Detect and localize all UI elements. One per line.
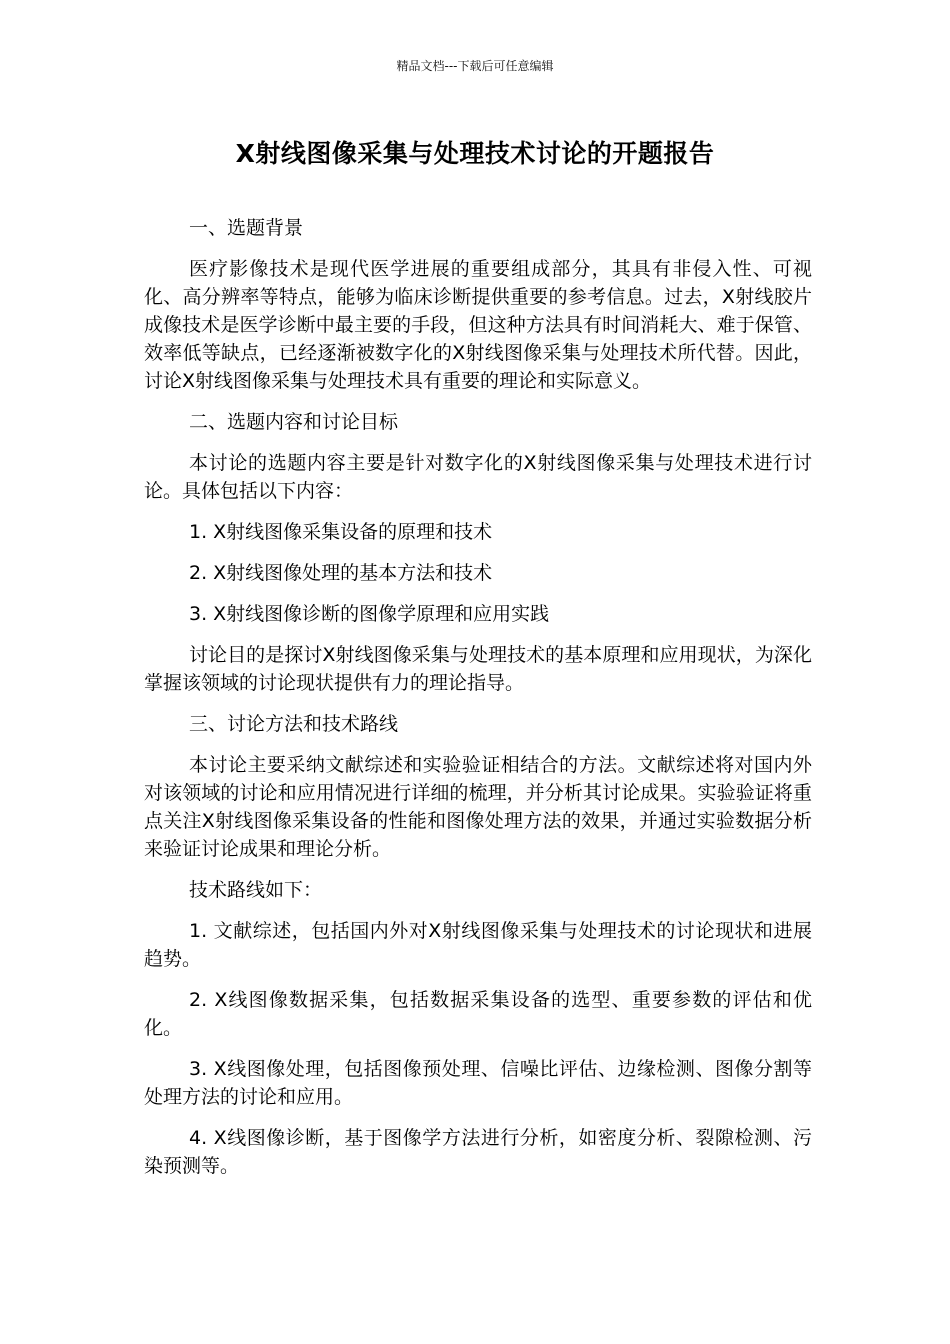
document-title: X射线图像采集与处理技术讨论的开题报告 bbox=[235, 139, 715, 168]
list-item-content-3: 3. X射线图像诊断的图像学原理和应用实践 bbox=[189, 603, 550, 625]
paragraph-method: 本讨论主要采纳文献综述和实验验证相结合的方法。文献综述将对国内外对该领域的讨论和应用情况进行详细的梳理，并分析其讨论成果。实验验证将重点关注X射线图像采集设备的性能和图像处理方法的效果，并通过实验数据分析来验证讨论成果和理论分析。 bbox=[144, 754, 812, 860]
list-item-content-2: 2. X射线图像处理的基本方法和技术 bbox=[189, 562, 493, 584]
list-item-route-2: 2. X线图像数据采集，包括数据采集设备的选型、重要参数的评估和优化。 bbox=[144, 989, 812, 1039]
section-heading-method: 三、讨论方法和技术路线 bbox=[189, 713, 399, 735]
section-heading-background: 一、选题背景 bbox=[189, 217, 304, 239]
paragraph-goal: 讨论目的是探讨X射线图像采集与处理技术的基本原理和应用现状，为深化掌握该领域的讨论现状提供有力的理论指导。 bbox=[144, 644, 812, 694]
document-body bbox=[144, 214, 812, 1193]
paragraph-content-intro: 本讨论的选题内容主要是针对数字化的X射线图像采集与处理技术进行讨论。具体包括以下内容： bbox=[144, 452, 812, 502]
section-heading-content: 二、选题内容和讨论目标 bbox=[189, 411, 399, 433]
paragraph-route-intro: 技术路线如下： bbox=[189, 879, 323, 901]
header-note: 精品文档---下载后可任意编辑 bbox=[396, 59, 554, 73]
list-item-route-1: 1. 文献综述，包括国内外对X射线图像采集与处理技术的讨论现状和进展趋势。 bbox=[144, 920, 812, 970]
list-item-route-4: 4. X线图像诊断，基于图像学方法进行分析，如密度分析、裂隙检测、污染预测等。 bbox=[144, 1127, 812, 1177]
list-item-route-3: 3. X线图像处理，包括图像预处理、信噪比评估、边缘检测、图像分割等处理方法的讨论和应用。 bbox=[144, 1058, 812, 1108]
list-item-content-1: 1. X射线图像采集设备的原理和技术 bbox=[189, 521, 493, 543]
paragraph-background: 医疗影像技术是现代医学进展的重要组成部分，其具有非侵入性、可视化、高分辨率等特点，能够为临床诊断提供重要的参考信息。过去，X射线胶片成像技术是医学诊断中最主要的手段，但这种方法具有时间消耗大、难于保管、效率低等缺点，已经逐渐被数字化的X射线图像采集与处理技术所代替。因此，讨论X射线图像采集与处理技术具有重要的理论和实际意义。 bbox=[144, 258, 812, 392]
